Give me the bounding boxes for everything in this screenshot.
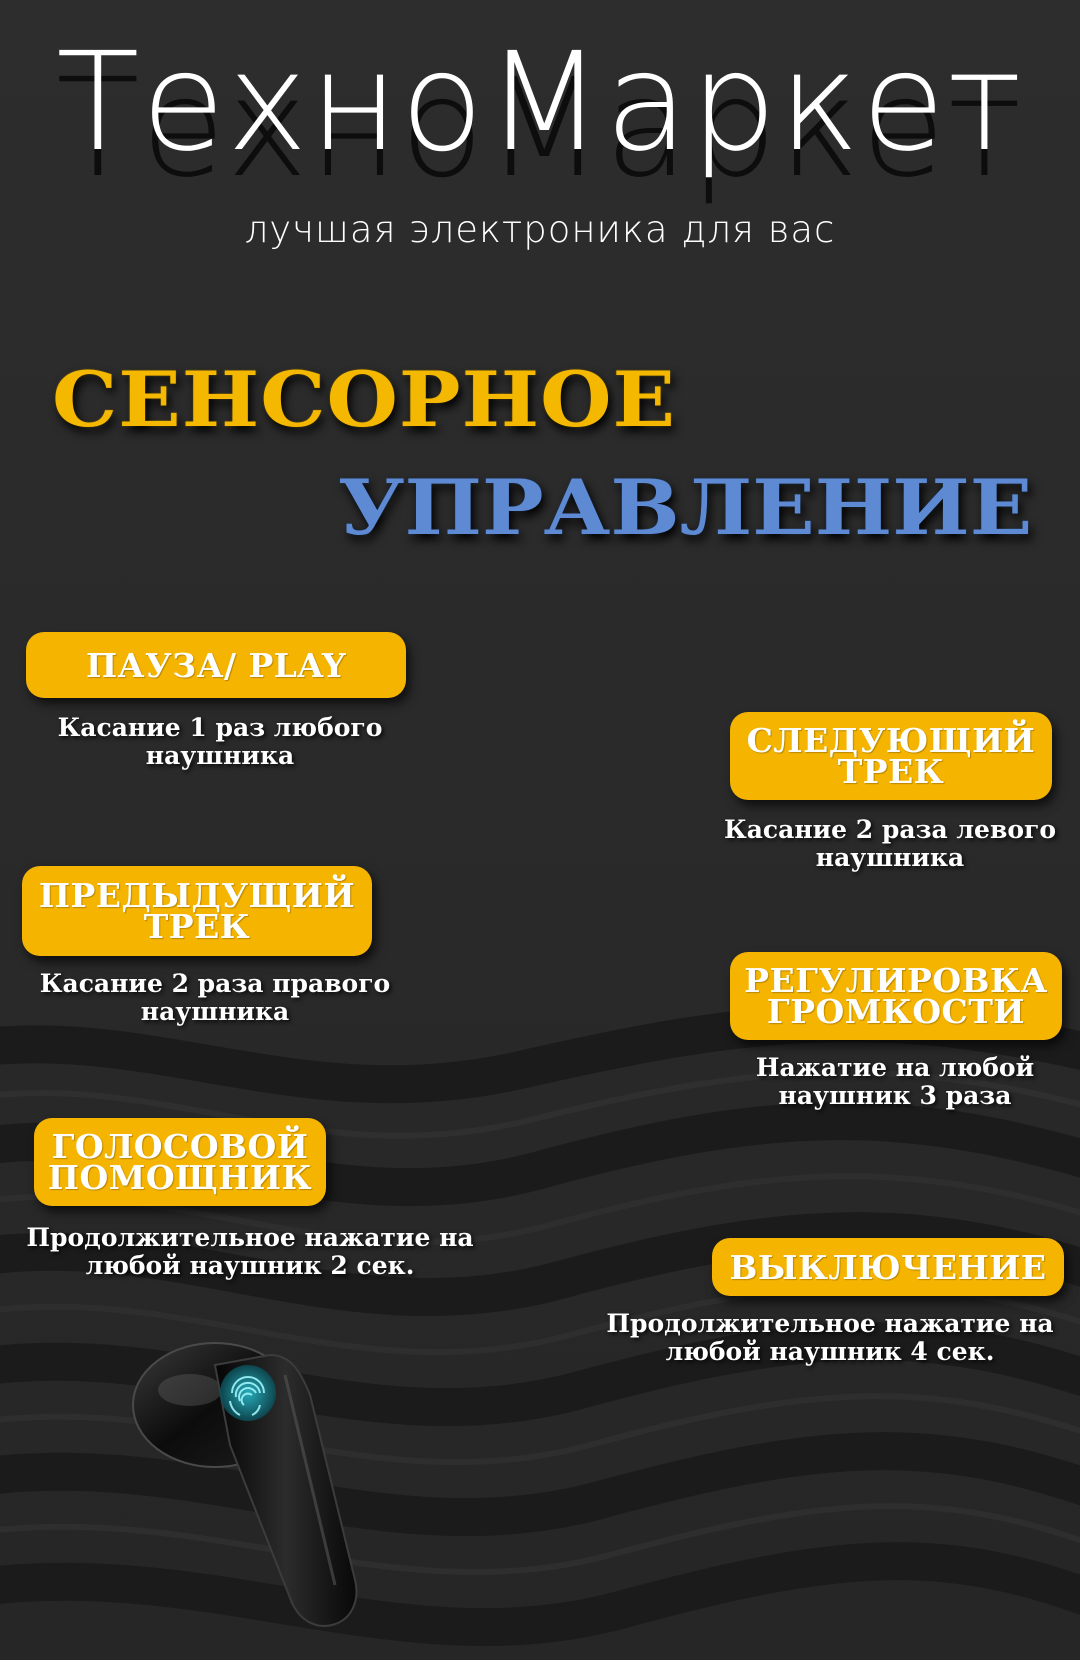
feature-label: ГОЛОСОВОЙ ПОМОЩНИК <box>34 1118 326 1206</box>
feature-description: Продолжительное нажатие на любой наушник 2 сек. <box>26 1223 474 1280</box>
brand-header <box>0 18 1080 251</box>
feature-description: Касание 2 раза правого наушника <box>39 969 391 1026</box>
brand-subtitle: лучшая электроника для вас <box>244 208 836 251</box>
feature-description: Касание 1 раз любого наушника <box>57 713 383 770</box>
brand-title: ТехноМаркет <box>56 24 1024 182</box>
earbud-icon <box>120 1335 380 1635</box>
feature-description: Нажатие на любой наушник 3 раза <box>755 1053 1035 1110</box>
feature-description: Продолжительное нажатие на любой наушник 4 сек. <box>606 1309 1054 1366</box>
headline-line-2: УПРАВЛЕНИЕ <box>338 463 1033 553</box>
feature-description: Касание 2 раза левого наушника <box>723 815 1057 872</box>
feature-label: СЛЕДУЮЩИЙ ТРЕК <box>730 712 1052 800</box>
feature-label: ВЫКЛЮЧЕНИЕ <box>712 1238 1064 1296</box>
feature-label: ПРЕДЫДУЩИЙ ТРЕК <box>22 866 372 956</box>
fingerprint-icon <box>220 1365 276 1421</box>
feature-label: ПАУЗА/ PLAY <box>26 632 406 698</box>
headline-line-1: СЕНСОРНОЕ <box>52 355 676 445</box>
feature-label: РЕГУЛИРОВКА ГРОМКОСТИ <box>730 952 1062 1040</box>
